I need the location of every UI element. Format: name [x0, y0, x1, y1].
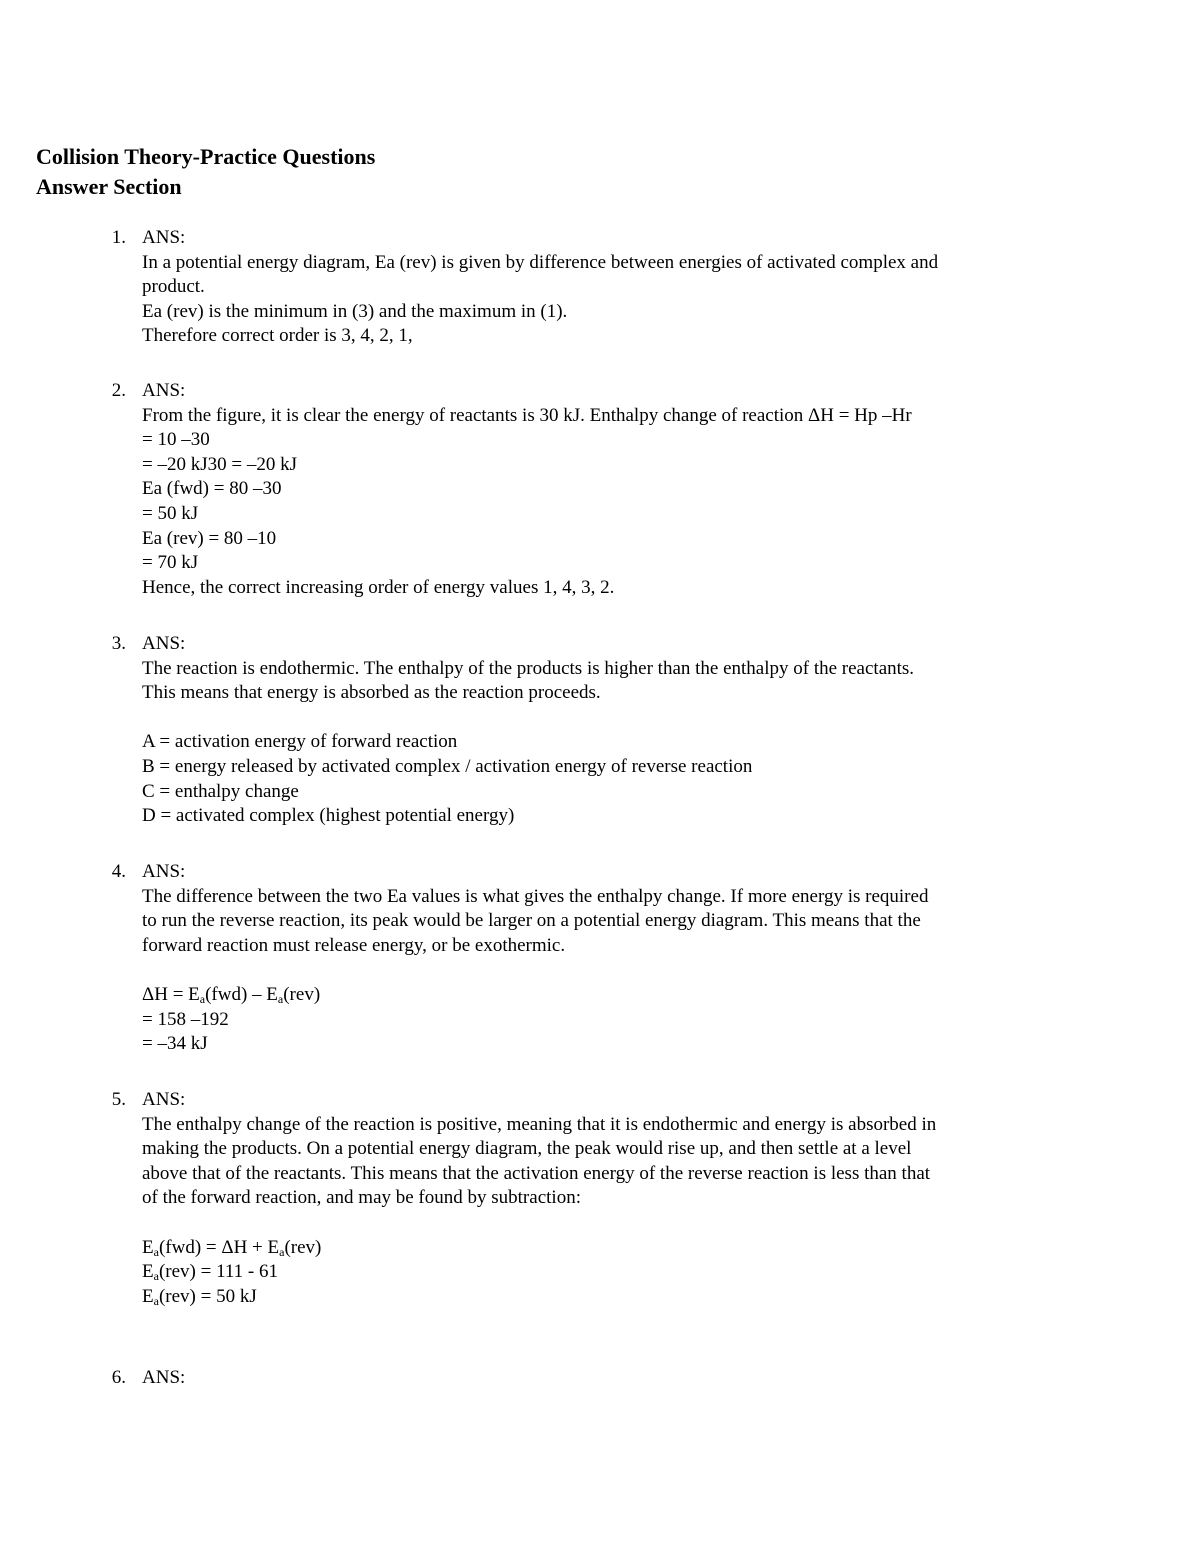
answer-line: The enthalpy change of the reaction is positive, meaning that it is endothermic and energy is absorbed in [142, 1113, 937, 1135]
answer-line: Ea (rev) is the minimum in (3) and the maximum in (1). [142, 300, 568, 322]
answer-line: From the figure, it is clear the energy of reactants is 30 kJ. Enthalpy change of reaction ΔH = Hp –Hr [142, 404, 912, 426]
answer-line: making the products. On a potential energy diagram, the peak would rise up, and then settle at a level [142, 1138, 912, 1160]
answer-line: Hence, the correct increasing order of energy values 1, 4, 3, 2. [142, 576, 615, 598]
answer-line: In a potential energy diagram, Ea (rev) is given by difference between energies of activated complex and [142, 251, 939, 273]
answer-line: The difference between the two Ea values is what gives the enthalpy change. If more energy is required [142, 885, 929, 907]
answer-line: = 50 kJ [142, 502, 199, 524]
answer-number: 1. [111, 227, 126, 248]
formula-line: $E_a(fwd) = \Delta H + E_a(rev)$ [142, 1236, 322, 1259]
page-subtitle: Answer Section [36, 174, 182, 199]
answer-line: forward reaction must release energy, or be exothermic. [142, 934, 566, 956]
answer-line: = 70 kJ [142, 552, 199, 574]
blank-line [142, 958, 1102, 983]
answer-line: Ea (rev) = 80 –10 [142, 527, 277, 549]
formula-line: $E_a(rev) = 111 - 61$ [142, 1261, 278, 1284]
answer-line: Therefore correct order is 3, 4, 2, 1, [142, 325, 413, 347]
answer-line: B = energy released by activated complex / activation energy of reverse reaction [142, 755, 753, 777]
answer-number: 2. [111, 380, 126, 401]
answer-number: 3. [111, 633, 126, 654]
formula-line: $E_a(rev) = 50$ kJ [142, 1285, 257, 1308]
answer-line: to run the reverse reaction, its peak would be larger on a potential energy diagram. This means that the [142, 910, 921, 932]
answer-line: D = activated complex (highest potential energy) [142, 805, 515, 827]
formula-line: $\Delta H = E_a(fwd) - E_a(rev)$ [142, 983, 321, 1006]
blank-line [142, 1211, 1102, 1236]
answer-label: ANS: [142, 380, 186, 401]
page-title: Collision Theory-Practice Questions [36, 144, 376, 169]
answer-line: C = enthalpy change [142, 780, 299, 802]
answer-line: Ea (fwd) = 80 –30 [142, 478, 282, 500]
answer-label: ANS: [142, 633, 186, 654]
answer-number: 6. [111, 1367, 126, 1388]
page-header [36, 142, 375, 202]
answer-line: above that of the reactants. This means that the activation energy of the reverse reaction is less than that [142, 1162, 931, 1184]
answer-line: = –20 kJ30 = –20 kJ [142, 453, 297, 475]
answer-line: = 10 –30 [142, 429, 210, 451]
answer-label: ANS: [142, 227, 186, 248]
formula-line: = –34 kJ [142, 1033, 208, 1055]
formula-line: = 158 –192 [142, 1008, 229, 1030]
answer-line: product. [142, 276, 205, 298]
answer-number: 4. [111, 861, 126, 882]
answer-label: ANS: [142, 861, 186, 882]
answer-number: 5. [111, 1089, 126, 1110]
answer-line: The reaction is endothermic. The enthalpy of the products is higher than the enthalpy of the reactants. [142, 657, 915, 679]
answer-line: A = activation energy of forward reaction [142, 731, 458, 753]
answer-label: ANS: [142, 1367, 186, 1388]
blank-line [142, 706, 1102, 731]
answer-label: ANS: [142, 1089, 186, 1110]
answer-line: of the forward reaction, and may be found by subtraction: [142, 1187, 581, 1209]
answer-line: This means that energy is absorbed as the reaction proceeds. [142, 682, 601, 704]
